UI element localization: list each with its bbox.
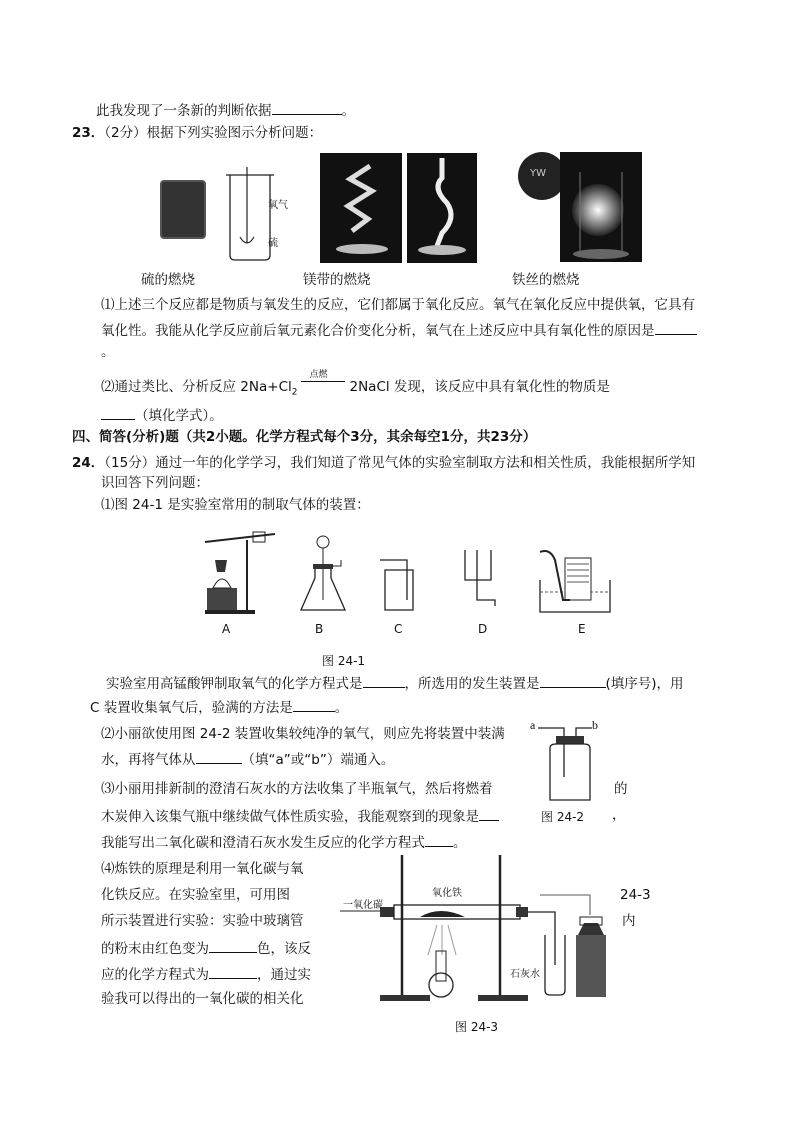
q24-p3-comma: ，	[612, 807, 626, 823]
q24-p4-line2: 化铁反应。在实验室里，可用图	[101, 887, 290, 903]
q24-p4-line3: 所示装置进行实验：实验中玻璃管	[101, 913, 304, 929]
apparatus-b	[301, 536, 345, 610]
q23-header	[72, 124, 322, 142]
q24-device-blank[interactable]	[540, 673, 606, 688]
q24-p3-line2: 木炭伸入该集气瓶中继续做气体性质实验，我能观察到的现象是	[101, 806, 499, 826]
smelting-apparatus-24-3	[340, 855, 620, 1005]
apparatus-d	[465, 550, 495, 606]
caption-iron: 铁丝的燃烧	[512, 272, 580, 288]
label-limewater: 石灰水	[510, 969, 540, 980]
fig-24-3-caption: 图 24-3	[455, 1020, 499, 1034]
q23-number: 23．	[72, 125, 105, 141]
apparatus-a	[205, 532, 275, 614]
fig-24-1-caption: 图 24-1	[322, 654, 366, 668]
sulfur-jar-drawing	[210, 165, 290, 265]
q24-p3-line3: 我能写出二氧化碳和澄清石灰水发生反应的化学方程式 。	[101, 832, 467, 852]
iron-inset-photo	[518, 152, 566, 200]
q23-p2-line2: （填化学式）。	[101, 405, 223, 425]
q24-equation-blank[interactable]	[363, 673, 405, 688]
q24-head2: 识回答下列问题：	[101, 475, 209, 491]
magnesium-ribbon-2	[412, 158, 472, 258]
magnesium-photo-1	[320, 153, 402, 263]
bottle-label-a: a	[530, 718, 536, 732]
q24-p4-line6: 验我可以得出的一氧化碳的相关化	[101, 991, 304, 1007]
caption-magnesium: 镁带的燃烧	[303, 272, 371, 288]
apparatus-24-1	[195, 530, 615, 620]
bottle-label-b: b	[592, 718, 598, 732]
sulfur-photo	[160, 180, 206, 239]
label-d: D	[478, 622, 488, 636]
q24-p3-line1: ⑶小丽用排新制的澄清石灰水的方法收集了半瓶氧气，然后将燃着	[101, 781, 493, 797]
label-iron-oxide: 氧化铁	[432, 888, 462, 899]
q23-p2-blank[interactable]	[101, 405, 135, 420]
q23-p1-line2: 氧化性。我能从化学反应前后氧元素化合价变化分析，氧气在上述反应中具有氧化性的原因是	[101, 320, 697, 340]
q24-p1a: 实验室用高锰酸钾制取氧气的化学方程式是 ，所选用的发生装置是 (填序号)，用	[106, 673, 684, 693]
q24-number: 24．	[72, 455, 105, 471]
q24-p4-line5: 应的化学方程式为 ，通过实	[101, 964, 311, 984]
q24-p3-equation-blank[interactable]	[425, 832, 453, 847]
q24-p3-de: 的	[614, 781, 628, 797]
oxygen-label: 氧气	[268, 200, 288, 211]
label-c: C	[394, 622, 403, 636]
fig-24-2-caption: 图 24-2	[541, 810, 585, 824]
iron-photo	[560, 152, 642, 262]
gas-bottle-24-2	[538, 722, 598, 812]
q22-tail-line: 此我发现了一条新的判断依据 。	[96, 100, 355, 120]
label-a: A	[222, 622, 231, 636]
apparatus-c	[380, 560, 413, 610]
reaction-condition: 点燃	[309, 370, 328, 380]
label-e: E	[578, 622, 586, 636]
q24-p4-line1: ⑷炼铁的原理是利用一氧化碳与氧	[101, 861, 304, 877]
q24-header: 24．（15分）通过一年的化学学习，我们知道了常见气体的实验室制取方法和相关性质，我能根据所学知	[72, 455, 696, 471]
sulfur-label: 硫	[268, 238, 278, 249]
q23-p1-line1: ⑴上述三个反应都是物质与氧发生的反应，它们都属于氧化反应。氧气在氧化反应中提供氧，它具有	[101, 297, 695, 313]
q24-p2-line2: 水，再将气体从 （填“a”或“b”）端通入。	[101, 749, 394, 769]
q24-p1b: C 装置收集氧气后，验满的方法是 。	[90, 697, 348, 717]
q22-tail-text: 此我发现了一条新的判断依据	[96, 103, 272, 119]
q22-blank[interactable]	[272, 100, 342, 115]
magnesium-ribbon-1	[330, 161, 390, 256]
q24-p1: ⑴图 24-1 是实验室常用的制取气体的装置：	[101, 497, 370, 513]
q24-p4-nei: 内	[622, 913, 636, 929]
q24-p3-phenomenon-blank[interactable]	[479, 806, 499, 821]
q24-p2-line1: ⑵小丽欲使用图 24-2 装置收集较纯净的氧气，则应先将装置中装满	[101, 726, 505, 742]
label-carbon-monoxide: 一氧化碳	[343, 900, 383, 911]
iron-inset-tag: YW	[530, 168, 546, 179]
q23-p1-blank[interactable]	[655, 320, 697, 335]
section4-heading: 四、简答(分析)题（共2小题。化学方程式每个3分，其余每空1分，共23分）	[72, 429, 537, 445]
q23-p2-line1: ⑵通过类比、分析反应 $2Na+Cl_2$ 点燃 2NaCl 发现，该反应中具有氧化性的物质是	[101, 375, 610, 402]
iron-sparks	[560, 152, 642, 262]
reaction-arrow	[297, 370, 349, 391]
apparatus-e	[540, 551, 610, 612]
q24-p2-blank[interactable]	[196, 749, 242, 764]
q24-p4-line4: 的粉末由红色变为 色，该反	[101, 938, 311, 958]
magnesium-photo-2	[407, 153, 477, 263]
q23-p1-line3: 。	[101, 344, 115, 360]
q24-p4-color-blank[interactable]	[209, 938, 257, 953]
q24-p4-equation-blank[interactable]	[209, 964, 257, 979]
q24-verify-blank[interactable]	[293, 697, 335, 712]
q23-head-text: （2分）根据下列实验图示分析问题：	[104, 125, 323, 141]
q24-p4-fig-ref: 24-3	[620, 887, 651, 903]
caption-sulfur: 硫的燃烧	[141, 272, 195, 288]
label-b: B	[315, 622, 324, 636]
